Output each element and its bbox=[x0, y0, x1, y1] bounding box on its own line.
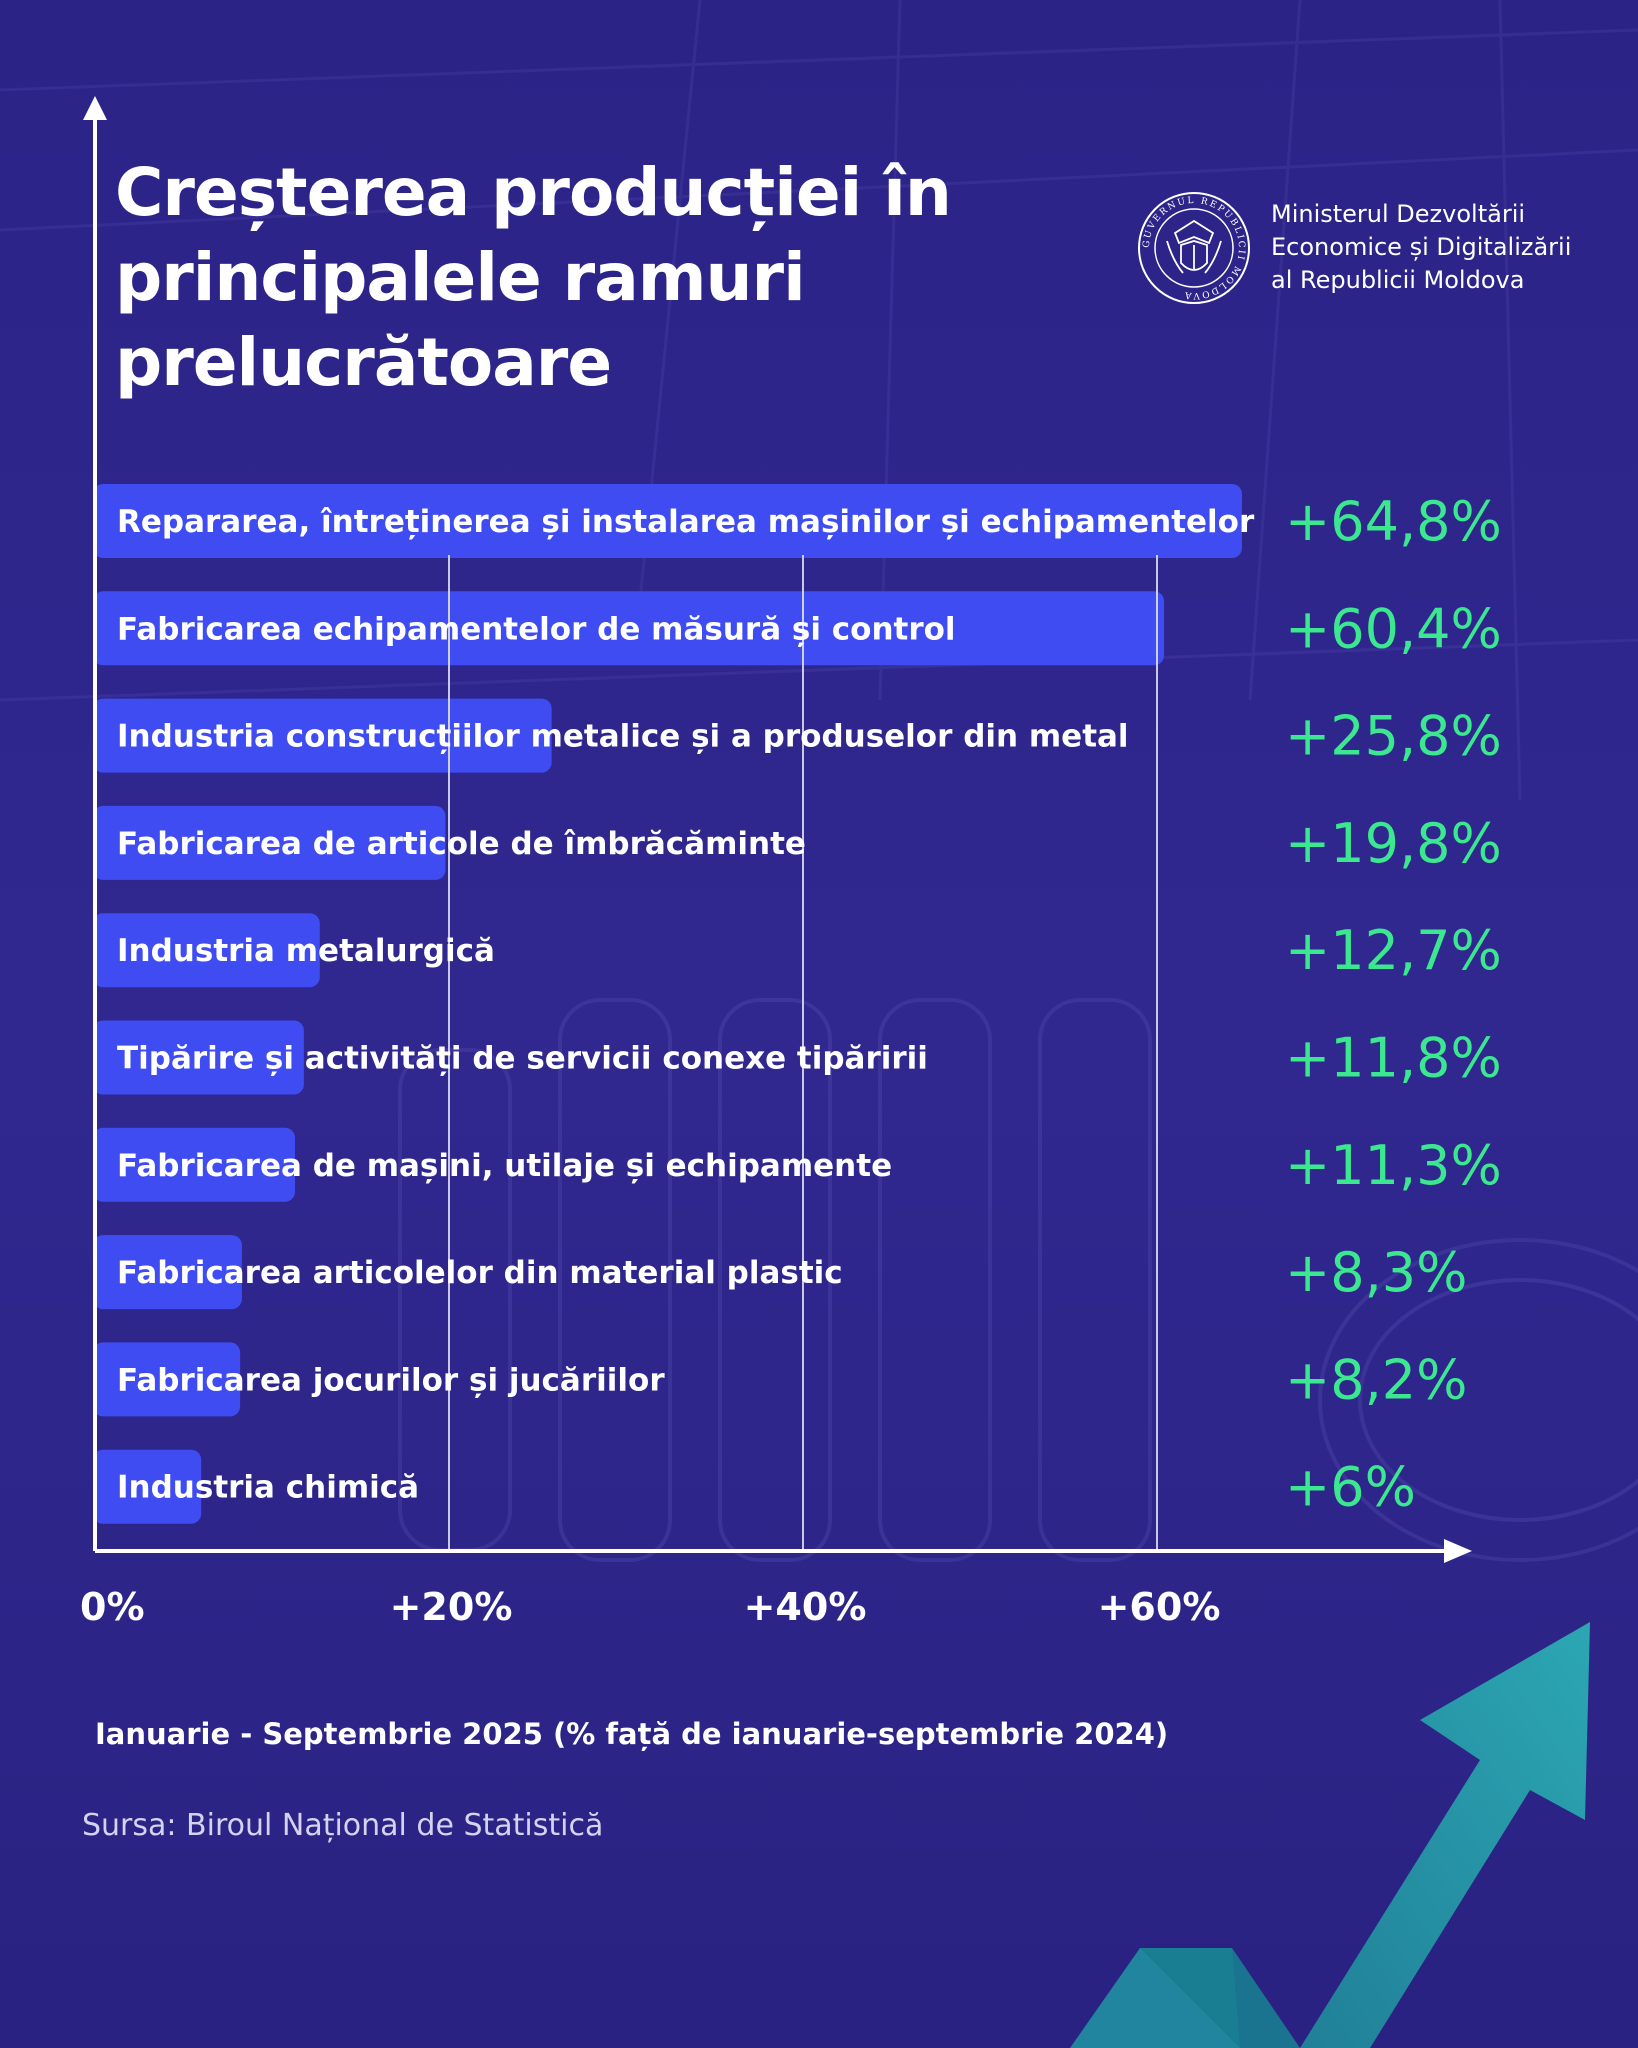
ministry-line: al Republicii Moldova bbox=[1271, 266, 1525, 294]
y-axis-arrow-icon bbox=[83, 96, 107, 120]
value-label: +11,8% bbox=[1285, 1026, 1502, 1090]
x-tick-label: 0% bbox=[80, 1585, 145, 1629]
title-line: principalele ramuri bbox=[115, 239, 805, 316]
ministry-line: Ministerul Dezvoltării bbox=[1271, 200, 1526, 228]
category-label: Industria construcțiilor metalice și a produselor din metal bbox=[117, 718, 1129, 755]
value-label: +12,7% bbox=[1285, 919, 1502, 983]
category-label: Repararea, întreținerea și instalarea mașinilor și echipamentelor bbox=[117, 504, 1255, 540]
value-label: +8,2% bbox=[1285, 1348, 1468, 1412]
category-label: Fabricarea echipamentelor de măsură și control bbox=[117, 611, 956, 648]
title-line: prelucrătoare bbox=[115, 324, 612, 401]
value-label: +8,3% bbox=[1285, 1241, 1468, 1305]
category-label: Fabricarea de mașini, utilaje și echipamente bbox=[117, 1147, 893, 1184]
category-label: Fabricarea articolelor din material plastic bbox=[117, 1255, 843, 1292]
chart-period-note: Ianuarie - Septembrie 2025 (% față de ianuarie-septembrie 2024) bbox=[95, 1717, 1169, 1751]
title-line: Creșterea producției în bbox=[115, 154, 951, 231]
category-label: Tipărire și activități de servicii conexe tipăririi bbox=[117, 1040, 928, 1077]
x-tick-label: +60% bbox=[1097, 1585, 1221, 1629]
value-label: +25,8% bbox=[1285, 704, 1502, 768]
value-label: +19,8% bbox=[1285, 811, 1502, 875]
category-label: Industria chimică bbox=[117, 1469, 420, 1506]
category-label: Fabricarea jocurilor și jucăriilor bbox=[117, 1362, 665, 1399]
value-label: +60,4% bbox=[1285, 597, 1502, 661]
seal-text: GUVERNUL REPUBLICII MOLDOVA bbox=[1141, 195, 1247, 301]
x-axis-arrow-icon bbox=[1444, 1539, 1472, 1563]
value-label: +64,8% bbox=[1285, 490, 1502, 553]
category-label: Industria metalurgică bbox=[117, 933, 495, 970]
x-tick-label: +20% bbox=[389, 1585, 513, 1629]
ministry-line: Economice și Digitalizării bbox=[1271, 233, 1572, 261]
category-label: Fabricarea de articole de îmbrăcăminte bbox=[117, 825, 806, 862]
value-label: +6% bbox=[1285, 1455, 1416, 1519]
x-tick-label: +40% bbox=[743, 1585, 867, 1629]
data-source: Sursa: Biroul Național de Statistică bbox=[82, 1808, 604, 1843]
value-label: +11,3% bbox=[1285, 1133, 1502, 1197]
